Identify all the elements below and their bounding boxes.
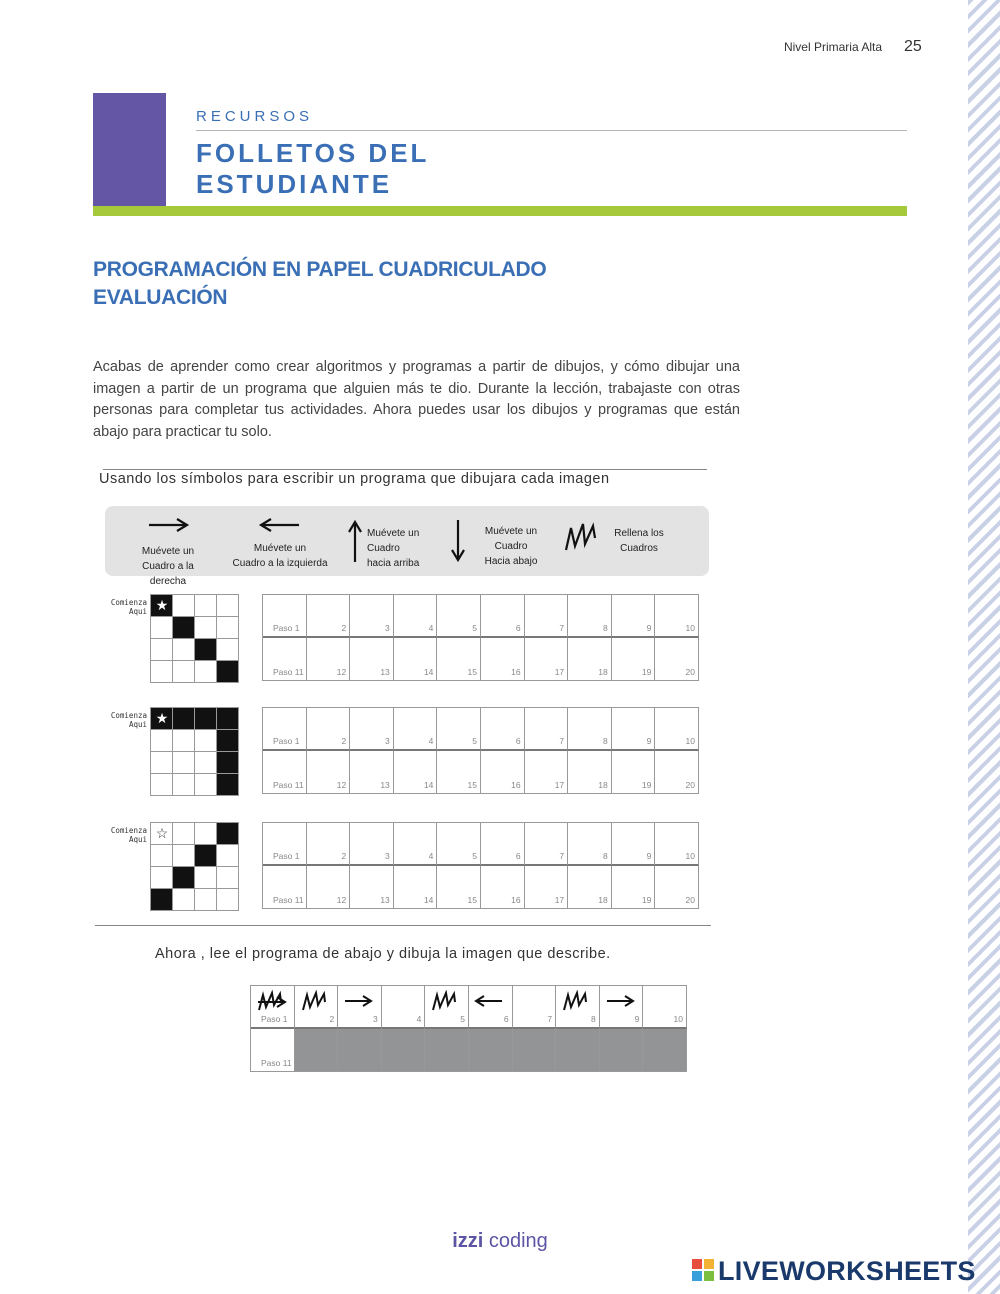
step-number: 2 <box>341 623 347 633</box>
exercise1-bottom-rule <box>95 925 711 926</box>
star-filled-icon: ★ <box>155 710 169 726</box>
step-cell[interactable] <box>525 866 569 909</box>
section-title <box>196 138 429 200</box>
legend-up: Muévete un Cuadro hacia arriba <box>367 528 420 569</box>
step-number: 5 <box>472 736 477 746</box>
step-number: 17 <box>554 895 565 905</box>
step-cell[interactable] <box>263 708 307 751</box>
step-cell[interactable] <box>568 866 612 909</box>
step-number: 20 <box>685 667 695 677</box>
grid-cell <box>151 889 173 911</box>
step-number: 19 <box>641 895 652 905</box>
liveworksheets-logo-icon <box>692 1259 714 1281</box>
grid-cell <box>195 708 217 730</box>
grid-cell <box>151 661 173 683</box>
step-cell[interactable] <box>437 708 481 751</box>
drawing-cell[interactable] <box>556 1029 600 1072</box>
step-cell[interactable] <box>263 751 307 794</box>
arrow-left-icon <box>473 990 505 1012</box>
step-number: Paso 1 <box>273 623 300 633</box>
program-step-cell <box>513 986 557 1029</box>
step-number: 13 <box>380 895 390 905</box>
program-step-cell <box>251 986 295 1029</box>
brand-rest: coding <box>483 1230 548 1252</box>
drawing-cell[interactable] <box>425 1029 469 1072</box>
step-number: 6 <box>503 1014 509 1024</box>
step-number: 12 <box>336 895 347 905</box>
step-cell[interactable] <box>437 595 481 638</box>
running-header: Nivel Primaria Alta <box>783 40 882 54</box>
grid-cell <box>195 639 217 661</box>
step-cell[interactable] <box>307 638 351 681</box>
step-cell[interactable] <box>481 751 525 794</box>
start-label: Comienza Aqui <box>110 826 147 844</box>
step-number: 9 <box>646 851 652 861</box>
step-cell[interactable] <box>525 751 569 794</box>
step-number: Paso 1 <box>273 851 300 861</box>
drawing-cell[interactable] <box>251 1029 295 1072</box>
step-cell[interactable] <box>437 866 481 909</box>
step-cell[interactable] <box>350 751 394 794</box>
grid-cell <box>151 639 173 661</box>
step-number: 6 <box>515 851 521 861</box>
step-number: 13 <box>380 667 390 677</box>
step-cell[interactable] <box>307 751 351 794</box>
grid-cell <box>217 823 239 845</box>
arrow-down-icon <box>450 518 466 564</box>
step-number: Paso 11 <box>273 780 304 790</box>
step-number: 14 <box>423 895 434 905</box>
step-cell[interactable] <box>655 866 699 909</box>
grid-cell <box>195 617 217 639</box>
step-number: 6 <box>515 623 521 633</box>
step-number: 17 <box>554 667 565 677</box>
grid-cell <box>151 845 173 867</box>
program-step-cell <box>338 986 382 1029</box>
grid-cell <box>173 867 195 889</box>
step-number: 16 <box>511 895 521 905</box>
step-number: 8 <box>603 736 608 746</box>
exercise2-instruction: Ahora , lee el programa de abajo y dibuja la imagen que describe. <box>155 946 611 962</box>
grid-cell <box>151 774 173 796</box>
step-cell[interactable] <box>568 638 612 681</box>
grid-cell <box>151 752 173 774</box>
step-number: 20 <box>685 895 695 905</box>
step-cell[interactable] <box>394 751 438 794</box>
grid-cell <box>217 889 239 911</box>
drawing-cell[interactable] <box>469 1029 513 1072</box>
step-cell[interactable] <box>612 751 656 794</box>
grid-cell <box>151 617 173 639</box>
step-cell[interactable] <box>437 823 481 866</box>
grid-cell <box>173 845 195 867</box>
step-number: 10 <box>685 851 695 861</box>
step-cell[interactable] <box>612 595 656 638</box>
page-number: 25 <box>904 38 922 55</box>
step-cell[interactable] <box>568 595 612 638</box>
drawing-cell[interactable] <box>295 1029 339 1072</box>
step-cell[interactable] <box>437 751 481 794</box>
grid-cell <box>217 774 239 796</box>
exercise1-top-rule <box>103 469 707 470</box>
intro-paragraph: Acabas de aprender como crear algoritmos y programas a partir de dibujos, y cómo dibujar una imagen a partir de un programa que alguien más te dio. Durante la lección, trabajaste con otras personas para completar tus actividades. Ahora puedes usar los dibujos y programas que están abajo para practicar tu solo. <box>93 359 740 440</box>
start-label: Comienza Aqui <box>110 711 147 729</box>
start-label: Comienza Aqui <box>110 598 147 616</box>
grid-cell <box>195 867 217 889</box>
grid-cell <box>195 823 217 845</box>
grid-cell <box>173 617 195 639</box>
star-filled-icon: ★ <box>155 597 169 613</box>
step-number: 13 <box>380 780 390 790</box>
arrow-up-icon <box>347 518 363 564</box>
step-cell[interactable] <box>481 866 525 909</box>
step-number: 10 <box>673 1014 683 1024</box>
legend-down: Muévete un Cuadro Hacia abajo <box>484 526 538 567</box>
section-title-line1: FOLLETOS DEL <box>196 138 430 168</box>
step-cell[interactable] <box>525 708 569 751</box>
step-number: 14 <box>423 667 434 677</box>
grid-cell <box>217 708 239 730</box>
grid-cell <box>217 595 239 617</box>
grid-cell <box>195 661 217 683</box>
step-number: Paso 11 <box>261 1058 292 1068</box>
step-number: 7 <box>559 736 565 746</box>
step-cell[interactable] <box>263 823 307 866</box>
step-cell[interactable] <box>525 638 569 681</box>
step-cell[interactable] <box>437 638 481 681</box>
step-cell[interactable] <box>307 595 351 638</box>
step-number: 3 <box>373 1014 378 1024</box>
step-cell[interactable] <box>263 638 307 681</box>
grid-cell <box>151 730 173 752</box>
step-cell[interactable] <box>612 638 656 681</box>
step-number: 3 <box>385 851 390 861</box>
arrow-right-icon <box>604 990 636 1012</box>
step-number: 10 <box>685 736 695 746</box>
answer-steps-grid <box>262 594 699 681</box>
grid-cell <box>173 595 195 617</box>
step-number: 8 <box>603 623 608 633</box>
step-cell[interactable] <box>394 866 438 909</box>
grid-cell <box>173 774 195 796</box>
step-number: 14 <box>423 780 434 790</box>
legend-fill: Rellena los Cuadros <box>614 528 664 554</box>
legend-right: Muévete un Cuadro a la derecha <box>141 546 195 587</box>
picture-grid <box>150 822 239 911</box>
section-color-block <box>93 93 166 206</box>
step-cell[interactable] <box>394 595 438 638</box>
step-number: 18 <box>598 780 608 790</box>
grid-cell <box>173 708 195 730</box>
section-underline-bar <box>93 206 907 216</box>
step-cell[interactable] <box>350 823 394 866</box>
step-cell[interactable] <box>263 595 307 638</box>
step-number: 4 <box>428 736 434 746</box>
step-cell[interactable] <box>481 595 525 638</box>
program-step-cell <box>643 986 687 1029</box>
grid-cell <box>195 774 217 796</box>
decorative-stripes <box>968 0 1000 1294</box>
step-number: 7 <box>559 623 565 633</box>
grid-cell <box>173 730 195 752</box>
grid-cell <box>217 867 239 889</box>
step-cell[interactable] <box>655 595 699 638</box>
drawing-cell[interactable] <box>338 1029 382 1072</box>
drawing-cell[interactable] <box>513 1029 557 1072</box>
page-title <box>93 256 546 312</box>
step-cell[interactable] <box>394 708 438 751</box>
step-number: 19 <box>641 780 652 790</box>
step-number: 3 <box>385 736 390 746</box>
program-step-cell <box>425 986 469 1029</box>
arrow-right-icon <box>147 516 193 534</box>
program-grid-wrap <box>250 985 687 1072</box>
program-grid <box>250 985 687 1072</box>
step-number: 10 <box>685 623 695 633</box>
footer-brand <box>0 1230 1000 1253</box>
watermark-text: LIVEWORKSHEETS <box>718 1256 976 1286</box>
step-number: 12 <box>336 667 347 677</box>
step-number: Paso 1 <box>261 1014 288 1024</box>
step-cell[interactable] <box>307 823 351 866</box>
step-number: 4 <box>428 623 434 633</box>
program-step-cell <box>600 986 644 1029</box>
drawing-cell[interactable] <box>600 1029 644 1072</box>
grid-cell <box>217 845 239 867</box>
step-number: 9 <box>646 623 652 633</box>
grid-cell <box>173 639 195 661</box>
program-step-cell <box>469 986 513 1029</box>
grid-cell <box>217 752 239 774</box>
step-number: 6 <box>515 736 521 746</box>
grid-cell <box>151 823 173 845</box>
answer-steps-grid <box>262 707 699 794</box>
step-cell[interactable] <box>568 708 612 751</box>
header-divider <box>196 130 907 131</box>
step-number: 5 <box>472 623 477 633</box>
step-cell[interactable] <box>307 866 351 909</box>
step-cell[interactable] <box>568 751 612 794</box>
grid-cell <box>173 823 195 845</box>
step-cell[interactable] <box>350 708 394 751</box>
step-number: 7 <box>547 1014 553 1024</box>
step-cell[interactable] <box>655 708 699 751</box>
step-number: 8 <box>591 1014 596 1024</box>
step-number: 3 <box>385 623 390 633</box>
step-number: 9 <box>646 736 652 746</box>
star-outline-icon: ☆ <box>155 825 169 841</box>
step-cell[interactable] <box>263 866 307 909</box>
step-number: 2 <box>341 736 347 746</box>
program-step-cell <box>556 986 600 1029</box>
fill-scribble-icon <box>560 990 592 1012</box>
step-number: 18 <box>598 895 608 905</box>
step-number: 18 <box>598 667 608 677</box>
step-number: 8 <box>603 851 608 861</box>
grid-cell <box>195 595 217 617</box>
section-title-line2: ESTUDIANTE <box>196 169 393 199</box>
grid-cell <box>151 708 173 730</box>
fill-right-icon <box>255 990 287 1012</box>
step-cell[interactable] <box>525 595 569 638</box>
fill-scribble-icon <box>299 990 331 1012</box>
step-number: 5 <box>460 1014 465 1024</box>
step-cell[interactable] <box>612 823 656 866</box>
step-cell[interactable] <box>350 595 394 638</box>
answer-steps-grid <box>262 822 699 909</box>
step-number: Paso 11 <box>273 667 304 677</box>
grid-cell <box>151 867 173 889</box>
grid-cell <box>173 661 195 683</box>
page-title-line1: PROGRAMACIÓN EN PAPEL CUADRICULADO <box>93 258 547 281</box>
step-cell[interactable] <box>350 866 394 909</box>
step-number: 5 <box>472 851 477 861</box>
arrow-right-icon <box>342 990 374 1012</box>
step-number: 16 <box>511 780 521 790</box>
step-cell[interactable] <box>481 708 525 751</box>
picture-grid <box>150 594 239 683</box>
step-cell[interactable] <box>525 823 569 866</box>
step-number: 4 <box>416 1014 422 1024</box>
step-number: 15 <box>467 667 477 677</box>
step-number: 7 <box>559 851 565 861</box>
grid-cell <box>217 617 239 639</box>
symbol-legend <box>105 506 709 587</box>
grid-cell <box>173 889 195 911</box>
grid-cell <box>217 730 239 752</box>
step-cell[interactable] <box>612 866 656 909</box>
step-number: Paso 11 <box>273 895 304 905</box>
drawing-cell[interactable] <box>382 1029 426 1072</box>
grid-cell <box>217 661 239 683</box>
step-cell[interactable] <box>568 823 612 866</box>
section-kicker: RECURSOS <box>196 108 314 125</box>
step-cell[interactable] <box>394 638 438 681</box>
step-cell[interactable] <box>655 751 699 794</box>
drawing-cell[interactable] <box>643 1029 687 1072</box>
step-number: Paso 1 <box>273 736 300 746</box>
grid-cell <box>195 845 217 867</box>
program-step-cell <box>295 986 339 1029</box>
exercise1-instruction: Usando los símbolos para escribir un programa que dibujara cada imagen <box>99 471 610 487</box>
grid-cell <box>195 730 217 752</box>
step-cell[interactable] <box>655 638 699 681</box>
legend-left: Muévete un Cuadro a la izquierda <box>232 543 328 569</box>
step-number: 15 <box>467 780 477 790</box>
grid-cell <box>173 752 195 774</box>
grid-cell <box>195 889 217 911</box>
step-cell[interactable] <box>612 708 656 751</box>
picture-grid <box>150 707 239 796</box>
step-number: 2 <box>341 851 347 861</box>
step-number: 2 <box>329 1014 335 1024</box>
grid-cell <box>217 639 239 661</box>
fill-scribble-icon <box>429 990 461 1012</box>
step-cell[interactable] <box>350 638 394 681</box>
step-cell[interactable] <box>481 638 525 681</box>
step-number: 16 <box>511 667 521 677</box>
arrow-left-icon <box>255 516 301 534</box>
page-title-line2: EVALUACIÓN <box>93 286 228 309</box>
step-number: 12 <box>336 780 347 790</box>
grid-cell <box>195 752 217 774</box>
step-cell[interactable] <box>481 823 525 866</box>
step-number: 4 <box>428 851 434 861</box>
grid-cell <box>151 595 173 617</box>
program-step-cell <box>382 986 426 1029</box>
step-cell[interactable] <box>307 708 351 751</box>
step-cell[interactable] <box>394 823 438 866</box>
brand-bold: izzi <box>452 1230 484 1252</box>
step-number: 15 <box>467 895 477 905</box>
fill-scribble-icon <box>563 520 599 554</box>
step-number: 17 <box>554 780 565 790</box>
step-number: 20 <box>685 780 695 790</box>
step-number: 9 <box>634 1014 640 1024</box>
step-cell[interactable] <box>655 823 699 866</box>
step-number: 19 <box>641 667 652 677</box>
